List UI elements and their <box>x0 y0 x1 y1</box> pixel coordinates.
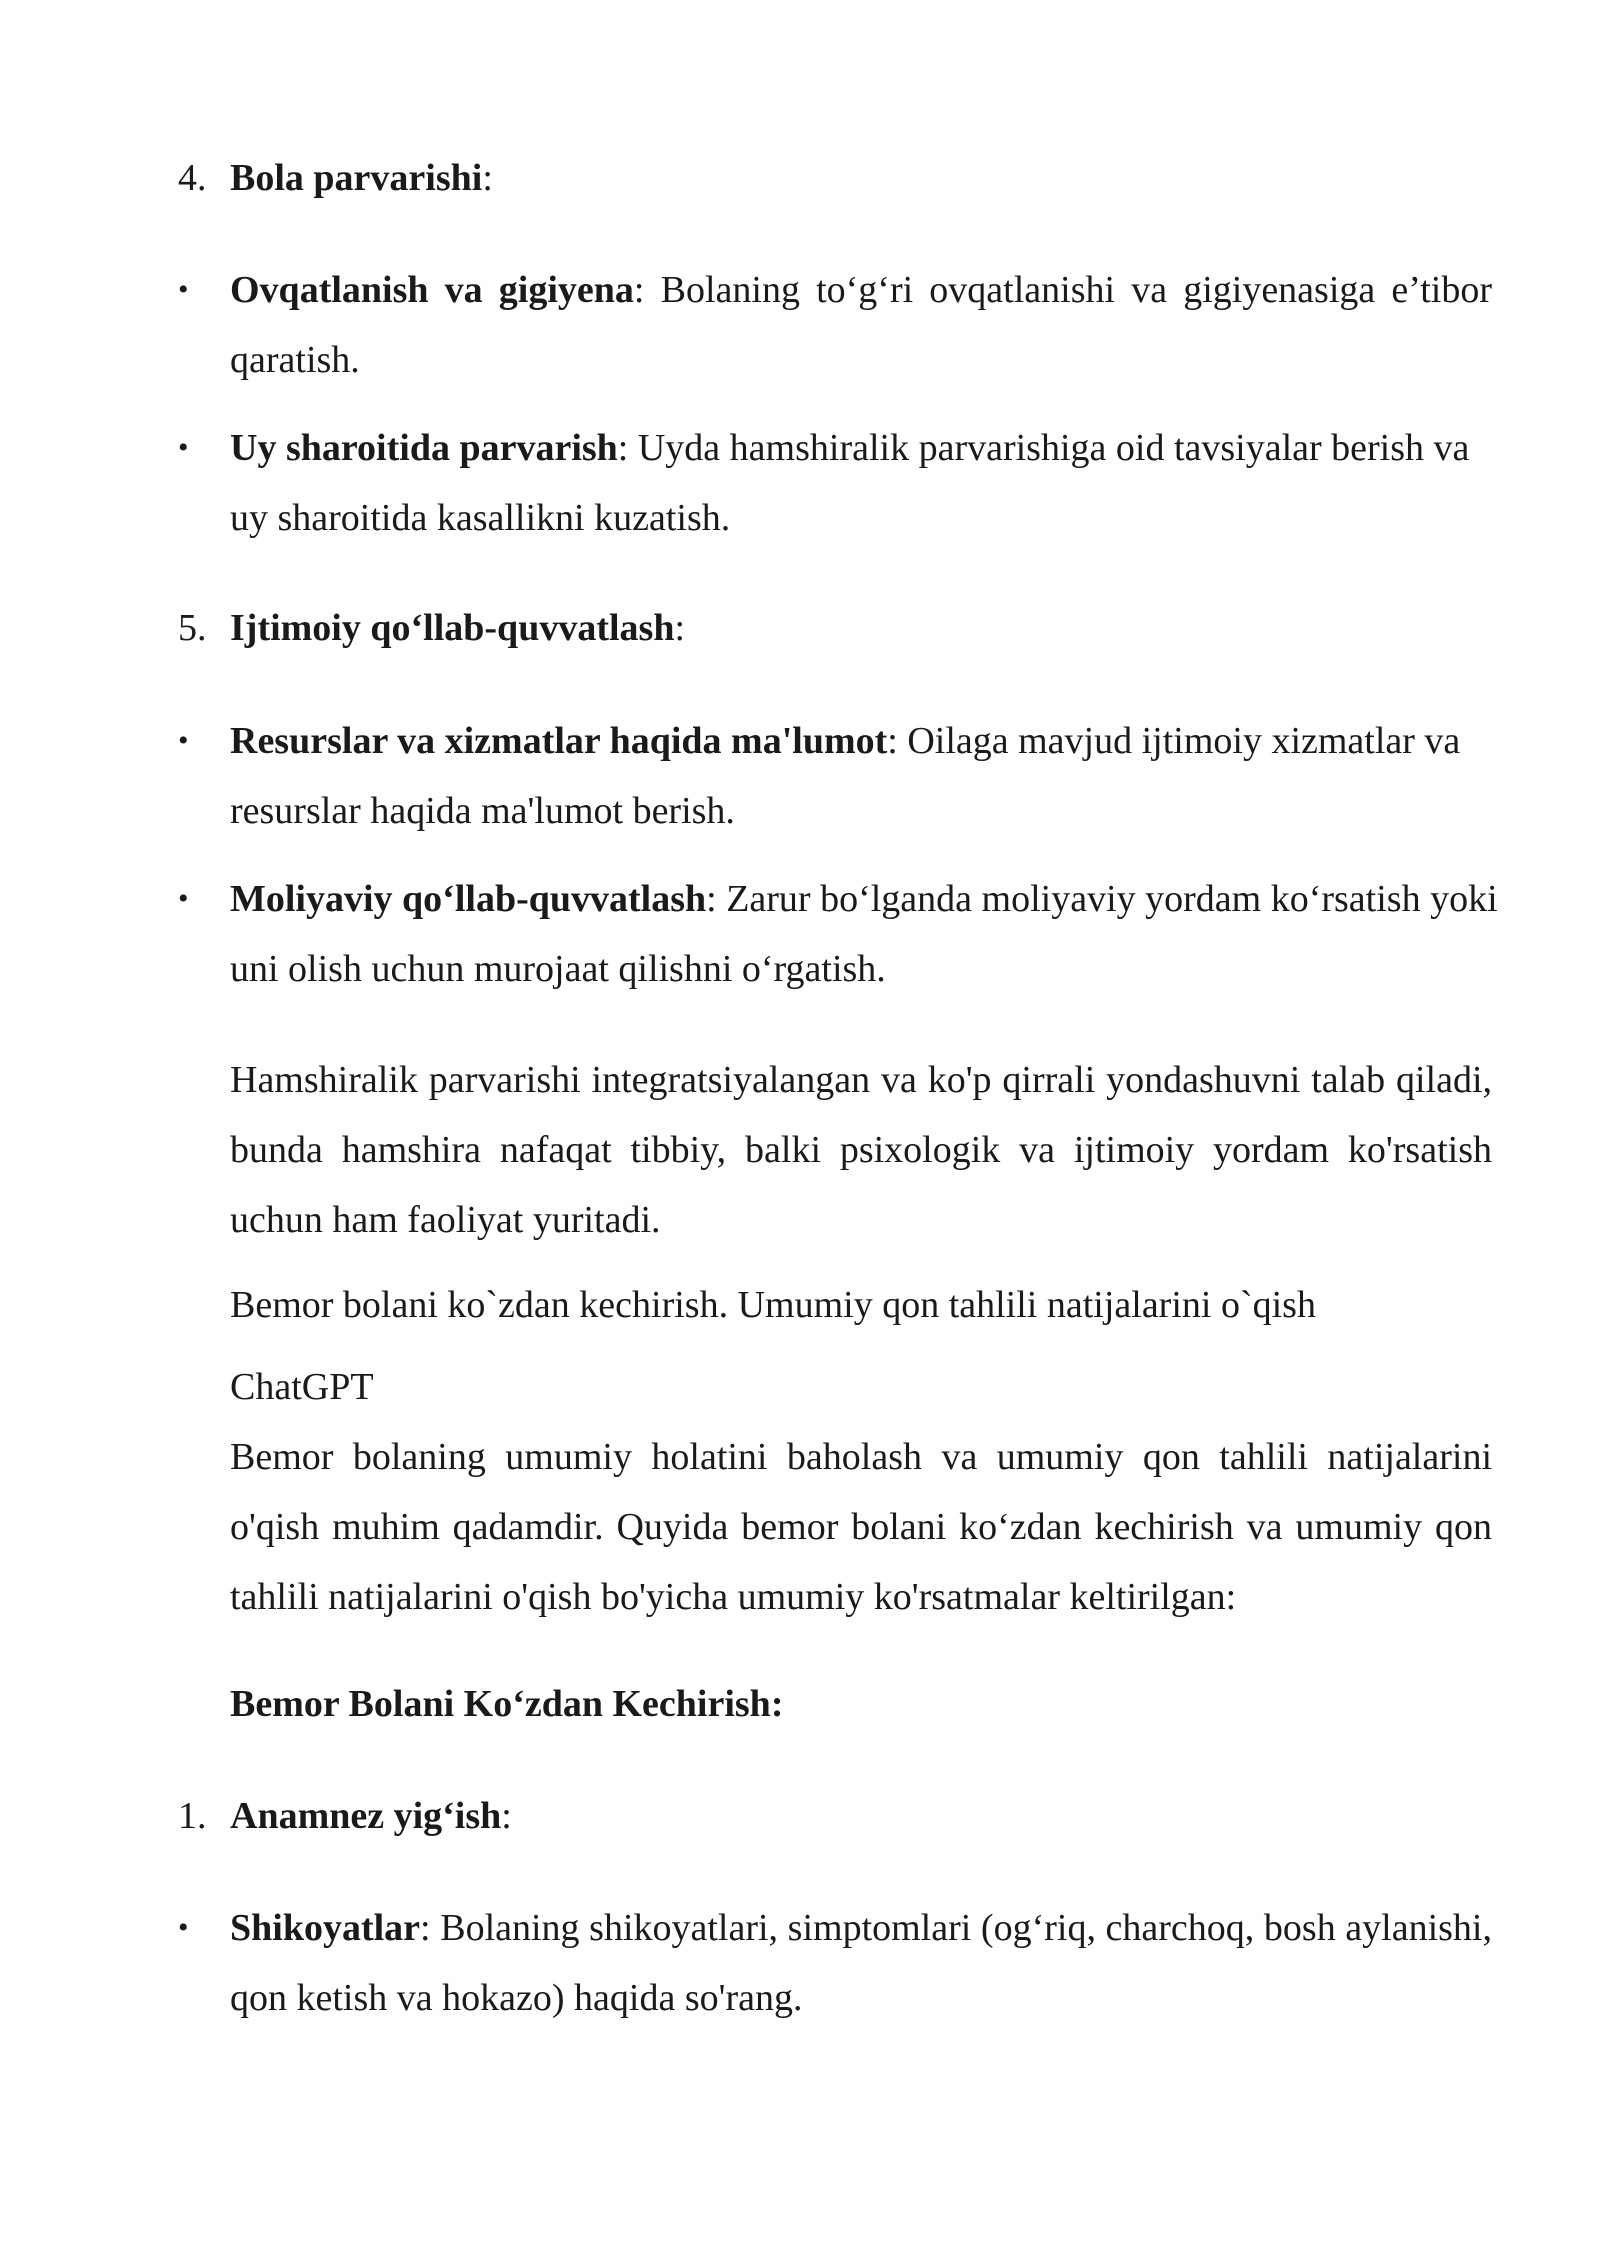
item-term: Moliyaviy qo‘llab-quvvatlash <box>230 878 707 920</box>
summary-paragraph: Hamshiralik parvarishi integratsiyalangan va ko'p qirrali yondashuvni talab qiladi, bunda hamshira nafaqat tibbiy, balki psixologik va ijtimoiy yordam ko'rsatish uchun ham faoliyat yuritadi. <box>230 1059 1492 1241</box>
bullet-icon: • <box>178 1911 189 1944</box>
chatgpt-label: ChatGPT <box>230 1366 374 1408</box>
item-text: Oilaga mavjud ijtimoiy xizmatlar va resurslar haqida ma'lumot berish. <box>230 720 1461 832</box>
list-item: Ovqatlanish va gigiyena: Bolaning to‘g‘ri ovqatlanishi va gigiyenasiga e’tibor qaratish. <box>230 269 1493 381</box>
bullet-icon: • <box>178 724 189 757</box>
list-item: Moliyaviy qo‘llab-quvvatlash: Zarur bo‘lganda moliyaviy yordam ko‘rsatish yoki uni olish uchun murojaat qilishni o‘rgatish. <box>230 878 1498 990</box>
section-number: 5. <box>178 607 207 649</box>
item-text: Zarur bo‘lganda moliyaviy yordam ko‘rsatish yoki uni olish uchun murojaat qilishni o‘rgatish. <box>230 878 1498 990</box>
section-title: Anamnez yig‘ish <box>230 1795 502 1837</box>
answer-intro-paragraph: Bemor bolaning umumiy holatini baholash va umumiy qon tahlili natijalarini o'qish muhim qadamdir. Quyida bemor bolani ko‘zdan kechirish va umumiy qon tahlili natijalarini o'qish bo'yicha umumiy ko'rsatmalar keltirilgan: <box>230 1436 1492 1618</box>
question-text: Bemor bolani ko`zdan kechirish. Umumiy qon tahlili natijalarini o`qish <box>230 1284 1316 1326</box>
item-text: Uyda hamshiralik parvarishiga oid tavsiyalar berish va uy sharoitida kasallikni kuzatish. <box>230 427 1470 539</box>
section-heading: Ijtimoiy qo‘llab-quvvatlash: <box>230 607 686 649</box>
bullet-icon: • <box>178 882 189 915</box>
section-heading: Anamnez yig‘ish: <box>230 1795 512 1837</box>
item-text: Bolaning shikoyatlari, simptomlari (og‘riq, charchoq, bosh aylanishi, qon ketish va hokazo) haqida so'rang. <box>230 1907 1492 2019</box>
item-term: Shikoyatlar <box>230 1907 421 1949</box>
list-item: Resurslar va xizmatlar haqida ma'lumot: Oilaga mavjud ijtimoiy xizmatlar va resurslar haqida ma'lumot berish. <box>230 720 1461 832</box>
bullet-icon: • <box>178 431 189 464</box>
item-term: Ovqatlanish va gigiyena <box>230 269 634 311</box>
list-item: Uy sharoitida parvarish: Uyda hamshiralik parvarishiga oid tavsiyalar berish va uy sharoitida kasallikni kuzatish. <box>230 427 1470 539</box>
section-title: Ijtimoiy qo‘llab-quvvatlash <box>230 607 675 649</box>
subheading: Bemor Bolani Ko‘zdan Kechirish: <box>230 1683 784 1725</box>
bullet-icon: • <box>178 273 189 306</box>
item-term: Uy sharoitida parvarish <box>230 427 618 469</box>
item-text: Bolaning to‘g‘ri ovqatlanishi va gigiyenasiga e’tibor qaratish. <box>230 269 1493 381</box>
section-heading: Bola parvarishi: <box>230 157 493 199</box>
section-number: 4. <box>178 157 207 199</box>
item-term: Resurslar va xizmatlar haqida ma'lumot <box>230 720 888 762</box>
section-title: Bola parvarishi <box>230 157 483 199</box>
section-number: 1. <box>178 1795 207 1837</box>
list-item: Shikoyatlar: Bolaning shikoyatlari, simptomlari (og‘riq, charchoq, bosh aylanishi, qon ketish va hokazo) haqida so'rang. <box>230 1907 1492 2019</box>
